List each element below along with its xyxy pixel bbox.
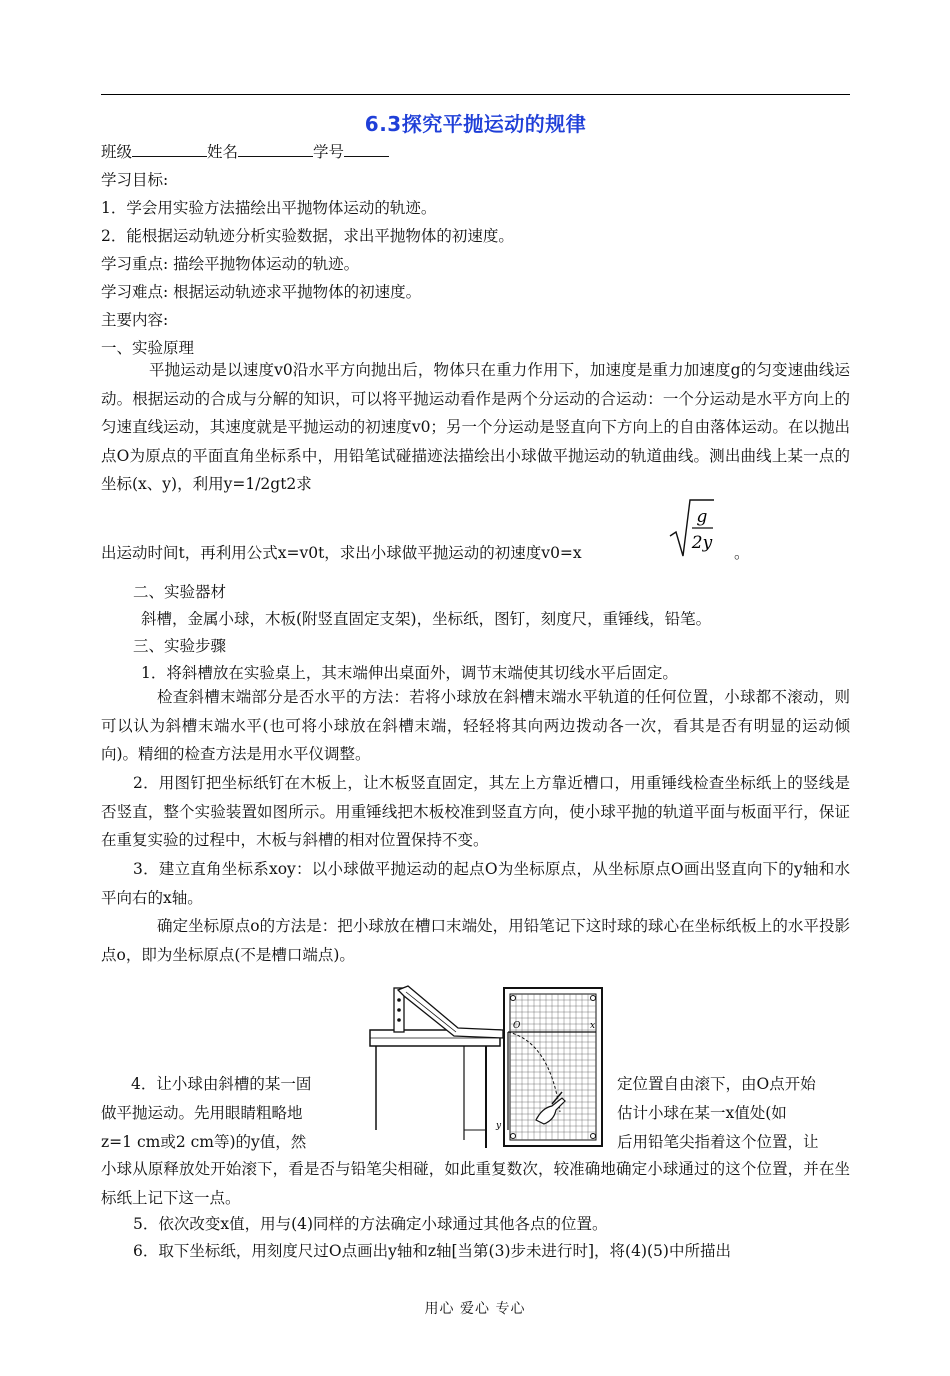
pin	[511, 1134, 516, 1139]
step-4-right-line: 定位置自由滚下，由O点开始	[617, 1075, 816, 1093]
formula-numerator: g	[696, 507, 708, 527]
name-blank	[238, 142, 313, 157]
principle-paragraph: 平抛运动是以速度v0沿水平方向抛出后，物体只在重力作用下，加速度是重力加速度g的匀变速曲线运动。根据运动的合成与分解的知识，可以将平抛运动看作是两个分运动的合运动：一个分运动是水平方向上的匀速直线运动，其速度就是平抛运动的初速度v0；另一个分运动是竖直向下方向上的自由落体运动。在以抛出点O为原点的平面直角坐标系中，用铅笔试碰描迹法描绘出小球做平抛运动的轨道曲线。测出曲线上某一点的坐标(x、y)，利用y=1/2gt2求	[101, 361, 850, 493]
student-info-line	[101, 142, 389, 162]
step-1: 1．将斜槽放在实验桌上，其末端伸出桌面外，调节末端使其切线水平后固定。	[141, 664, 678, 682]
step-3-method: 确定坐标原点o的方法是：把小球放在槽口末端处，用铅笔记下这时球的球心在坐标纸板上的水平投影点o，即为坐标原点(不是槽口端点)。	[101, 917, 850, 964]
origin-label: O	[513, 1021, 521, 1031]
step-4-rest: 小球从原释放处开始滚下，看是否与铅笔尖相碰，如此重复数次，较准确地确定小球通过的这个位置，并在坐标纸上记下这一点。	[101, 1160, 850, 1207]
step-4-left-line: 做平抛运动。先用眼睛粗略地	[101, 1104, 303, 1122]
step-1-check: 检查斜槽末端部分是否水平的方法：若将小球放在斜槽末端水平轨道的任何位置，小球都不滚动，则可以认为斜槽末端水平(也可将小球放在斜槽末端，轻轻将其向两边拨动各一次，看其是否有明显的运动倾向)。精细的检查方法是用水平仪调整。	[101, 688, 850, 763]
goal-item: 2．能根据运动轨迹分析实验数据，求出平抛物体的初速度。	[101, 227, 514, 245]
content-heading: 主要内容:	[101, 311, 169, 329]
page-footer: 用心 爱心 专心	[424, 1301, 526, 1317]
goal-item: 1．学会用实验方法描绘出平抛物体运动的轨迹。	[101, 199, 437, 217]
goals-heading: 学习目标:	[101, 171, 169, 189]
step-4-right	[617, 1070, 850, 1157]
section-heading-principle: 一、实验原理	[101, 339, 195, 357]
formula-tail: 。	[734, 544, 750, 562]
equipment-list: 斜槽，金属小球，木板(附竖直固定支架)，坐标纸，图钉，刻度尺，重锤线，铅笔。	[141, 610, 712, 628]
section-heading-equipment: 二、实验器材	[133, 583, 227, 601]
key-point: 学习重点: 描绘平抛物体运动的轨迹。	[101, 255, 360, 273]
step-4-left	[101, 1070, 351, 1157]
name-label: 姓名	[207, 143, 239, 161]
pin	[591, 996, 596, 1001]
difficulty-point: 学习难点: 根据运动轨迹求平抛物体的初速度。	[101, 283, 422, 301]
step-3: 3．建立直角坐标系xoy：以小球做平抛运动的起点O为坐标原点，从坐标原点O画出竖直向下的y轴和水平向右的x轴。	[101, 860, 850, 907]
number-blank	[344, 142, 389, 157]
formula-denominator: 2y	[691, 533, 713, 553]
step-4-right-line: 估计小球在某一x值处(如	[617, 1104, 787, 1122]
step-5: 5．依次改变x值，用与(4)同样的方法确定小球通过其他各点的位置。	[133, 1215, 608, 1233]
number-label: 学号	[313, 143, 345, 161]
pin	[591, 1134, 596, 1139]
page-title: 6.3探究平抛运动的规律	[364, 112, 587, 136]
class-label: 班级	[101, 143, 133, 161]
top-rule	[101, 94, 850, 95]
formula-line	[101, 543, 582, 563]
formula-text: 出运动时间t，再利用公式x=v0t，求出小球做平抛运动的初速度v0=x	[101, 544, 582, 562]
section-heading-steps: 三、实验步骤	[133, 637, 227, 655]
sqrt-formula	[668, 498, 716, 560]
step-4-left-line: z=1 cm或2 cm等)的y值，然	[101, 1133, 307, 1151]
y-axis-label: y	[496, 1121, 502, 1131]
step-6: 6．取下坐标纸，用刻度尺过O点画出y轴和z轴[当第(3)步未进行时]，将(4)(5)中所描出	[133, 1242, 731, 1260]
apparatus-figure	[368, 980, 604, 1150]
x-axis-label: x	[590, 1021, 596, 1031]
pin	[511, 996, 516, 1001]
step-4-right-line: 后用铅笔尖指着这个位置，让	[617, 1133, 819, 1151]
step-4-left-line: 4．让小球由斜槽的某一固	[131, 1075, 312, 1093]
class-blank	[132, 142, 207, 157]
step-2: 2．用图钉把坐标纸钉在木板上，让木板竖直固定，其左上方靠近槽口，用重锤线检查坐标纸上的竖线是否竖直，整个实验装置如图所示。用重锤线把木板校准到竖直方向，使小球平抛的轨道平面与板面平行，保证在重复实验的过程中，木板与斜槽的相对位置保持不变。	[101, 774, 850, 849]
